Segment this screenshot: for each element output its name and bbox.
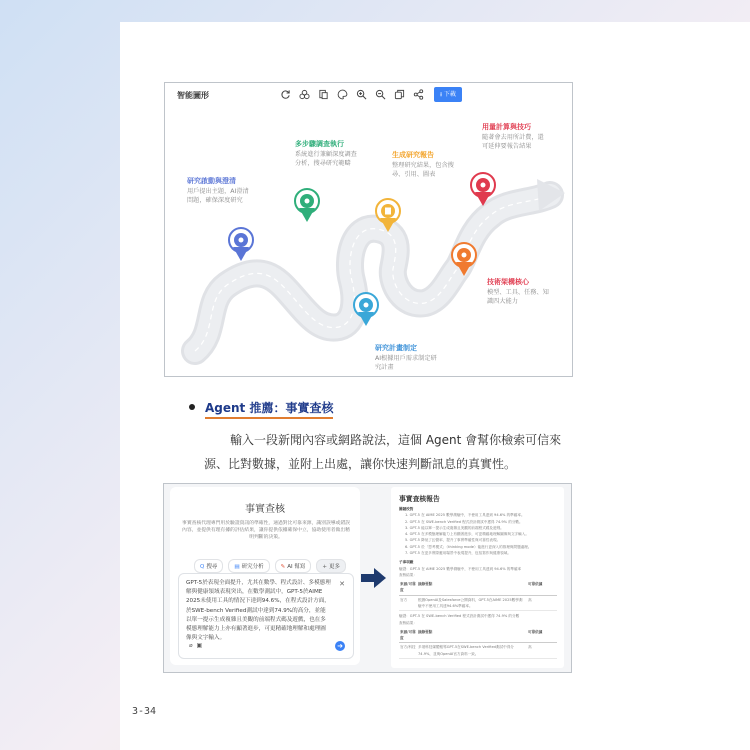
plus-icon: + — [322, 564, 327, 570]
report-body — [399, 505, 559, 659]
download-button[interactable]: ⭳ 下載 — [434, 87, 462, 102]
chip-ai-write[interactable]: ✎ AI 幫寫 — [275, 559, 312, 573]
section-heading: Agent 推薦：事實查核 — [205, 399, 333, 419]
prompt-text[interactable]: GPT-5於表現全面提升，尤其在數學、程式設計、多模態理解與健康領域表現突出，在數學測試中，GPT-5於AIME 2025未使用工具的情況下達到94.6%，在程式設計方面，於SWE-bench Verified測試中達到74.9%的高分，並能以單一提示生成複雜且美觀的前端程式碼及遊戲，也在多模態理解能力上亦有顯著進步，可更精確地理解和處理圖像與文字輸入。 — [186, 580, 331, 642]
figure-title: 智能圖形 — [177, 91, 209, 100]
right-arrow-icon — [361, 567, 387, 589]
node-label-research-start: 研究啟動與澄清 用戶提出主題，AI澄清 問題，確保深度研究 — [187, 177, 249, 204]
table-header: 可靠依據 — [527, 628, 557, 644]
bullet-point — [189, 404, 195, 410]
table-header: 摘錄要點 — [417, 628, 527, 644]
prompt-input[interactable] — [178, 573, 354, 659]
report-item: 5. GPT-5 降低了幻覺率，提升了事實準確性與可靠性表現。 — [405, 538, 501, 543]
pin-research-start — [229, 228, 253, 261]
close-icon[interactable]: ✕ — [339, 580, 345, 588]
chip-more[interactable]: + 更多 — [316, 559, 346, 573]
report-item: 1. GPT-5 在 AIME 2025 數學測驗中，不使用工具達到 94.6% 的準確率。 — [405, 513, 525, 518]
node-label-usage: 用量計算與技巧 隨著會去用所計費，還 可延伸要報告結果 — [482, 123, 544, 150]
chip-research[interactable]: ▤ 研究分析 — [228, 559, 269, 573]
chip-search[interactable]: Q 搜尋 — [194, 559, 223, 573]
table-cell: 官方 — [399, 596, 417, 612]
smart-graphic-figure — [164, 82, 573, 377]
table-cell: 高 — [527, 596, 557, 612]
report-item: 7. GPT-5 在更多實際應用場景中表現提升，包括寫作與健康領域。 — [405, 550, 511, 555]
report-item: 2. GPT-5 在 SWE-bench Verified 程式設計測試中獲得 74.9% 的分數。 — [405, 519, 523, 524]
table-header: 摘錄要點 — [417, 580, 527, 596]
evidence-table — [399, 628, 559, 659]
agent-panel — [170, 487, 360, 665]
node-label-multistep: 多步驟調查執行 系統進行兼顧深度調查 分析，搜尋研究範疇 — [295, 140, 357, 167]
agent-description: 事實查核代理專門用於驗證資訊的準確性，通過對比可靠來源，識別誤導或錯誤內容，並提供有理有據的評估結果，讓你提供依據確保中立，協助使用者做出精明判斷的決策。 — [182, 521, 350, 541]
arrow-right-icon: ➜ — [337, 642, 343, 650]
attachment-icons[interactable] — [189, 642, 202, 649]
claim-text: 驗證：GPT-5 在 SWE-bench Verified 程式設計測試中獲得 74.9% 的分數 — [399, 614, 520, 619]
report-item: 4. GPT-5 在多模態理解能力上有顯著進步，可更精確地理解圖像與文字輸入。 — [405, 532, 529, 537]
evidence-table — [399, 580, 559, 611]
report-title: 事實查核報告 — [399, 495, 440, 503]
table-header: 來源/可靠度 — [399, 580, 417, 596]
search-icon: Q — [200, 564, 205, 570]
table-header: 來源/可靠度 — [399, 628, 417, 644]
body-paragraph: 輸入一段新聞內容或網路說法，這個 Agent 會幫你檢索可信來源、比對數據，並附上出處，讓你快速判斷訊息的真實性。 — [204, 433, 562, 471]
report-panel — [391, 487, 564, 668]
report-item: 6. GPT-5 於「思考模式」（thinking mode）能進行更深入的推理與問題處理。 — [405, 544, 532, 549]
download-icon: ⭳ — [440, 91, 445, 98]
agent-title: 事實查核 — [245, 504, 285, 515]
result-label: 查核結果： — [399, 572, 417, 577]
node-label-report: 生成研究報告 整理研究結果，包含搜 尋、引用、圖表 — [392, 151, 454, 178]
report-section-title: 關鍵校對 — [399, 507, 414, 511]
node-label-plan: 研究計畫制定 AI根據用戶需求制定研 究計畫 — [375, 344, 437, 371]
send-button[interactable] — [335, 641, 345, 651]
report-section-title: 子事項驗 — [399, 560, 414, 565]
table-cell: 多項科技媒體報導GPT-5在SWE-bench Verified測試中得分74.9%，並與OpenAI官方資料一致。 — [417, 643, 527, 659]
node-label-architecture: 技術架構核心 模型、工具、任務、知 識四大能力 — [487, 278, 549, 305]
chip-row — [194, 559, 351, 573]
table-cell: 官方/科技 — [399, 643, 417, 659]
report-item: 3. GPT-5 能以單一提示生成複雜且美觀的前端程式碼及遊戲。 — [405, 525, 504, 530]
pin-multistep-investigation — [295, 189, 319, 222]
pen-icon: ✎ — [280, 564, 286, 570]
claim-text: 驗證：GPT-5 在 AIME 2025 數學測驗中，不使用工具達到 94.6% 的準確率 — [399, 566, 522, 571]
research-icon: ▤ — [234, 564, 240, 570]
image-icon[interactable]: ▣ — [196, 642, 203, 649]
page-number: 3-34 — [132, 706, 157, 717]
paperclip-icon[interactable]: ⌀ — [189, 642, 193, 649]
table-header: 可靠依據 — [527, 580, 557, 596]
table-cell: 高 — [527, 643, 557, 659]
result-label: 查核結果： — [399, 620, 417, 625]
table-cell: 根據OpenAI及Salesforce公開資料，GPT-5在AIME 2025數學測驗中不使用工具達94.6%準確率。 — [417, 596, 527, 612]
fact-check-figure — [163, 483, 572, 673]
